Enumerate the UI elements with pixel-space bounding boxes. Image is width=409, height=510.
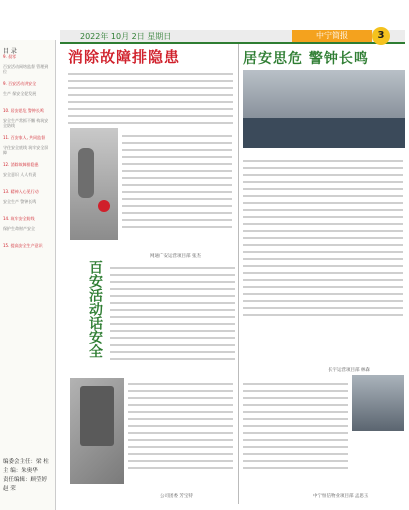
sidebar-item[interactable]: 11. 百安家人, 共同监督 — [3, 135, 46, 140]
article-photo-4 — [352, 375, 404, 431]
sidebar-title: 目 录 — [3, 48, 17, 55]
sidebar-item[interactable]: 安全生产 警钟长鸣 — [3, 199, 37, 204]
issue-date: 2022年 10月 2日 星期日 — [80, 32, 172, 41]
newsletter-brand: 中宁简报 — [292, 30, 372, 42]
page-number: 3 — [372, 27, 390, 45]
article-caption-2: 公司团委 芳宝特 — [160, 494, 193, 499]
sidebar-item[interactable]: 生产 保安全促发展 — [3, 91, 37, 96]
article-title-1: 消除故障排隐患 — [68, 48, 181, 66]
sidebar-item[interactable]: 12. 消除故障排隐患 — [3, 162, 39, 167]
article-caption-1: 网通广安运营项目部 张杰 — [150, 254, 201, 259]
sidebar-item[interactable]: 安全意识 人人有责 — [3, 172, 37, 177]
article-body-4 — [243, 378, 348, 474]
article-body-2b — [128, 378, 233, 474]
sidebar-item[interactable]: 14. 筑牢安全防线 — [3, 216, 35, 221]
sidebar-item[interactable]: 保护生命财产安全 — [3, 226, 35, 231]
sidebar-item[interactable]: 9. 叔零 — [3, 54, 17, 59]
sidebar-item[interactable]: 守住安全底线 筑牢安全屏障 — [3, 145, 49, 155]
sidebar-item[interactable]: 10. 居安思危 警钟长鸣 — [3, 108, 44, 113]
column-divider — [238, 44, 239, 504]
editorial-board — [3, 458, 53, 494]
editor-line-1: 编委会主任：梁 柱 — [3, 459, 49, 465]
page-header — [60, 30, 405, 44]
sidebar-item[interactable]: 9. 百安活动讲安全 — [3, 81, 37, 86]
article-caption-4: 中宁恒信物业项目部 孟思玉 — [313, 494, 369, 499]
sidebar-item[interactable]: 安全生产常抓不懈 构筑安全防线 — [3, 118, 49, 128]
article-title-3: 居安思危 警钟长鸣 — [243, 51, 369, 67]
article-caption-3: 长宇运营项目部 林森 — [328, 368, 370, 373]
article-body-2 — [110, 262, 235, 365]
editor-line-2: 主 编：朱奥华 — [3, 468, 38, 474]
article-body-1b — [122, 130, 232, 233]
editor-line-3: 责任编辑：顾莹婷 — [3, 477, 48, 483]
sidebar — [0, 40, 56, 510]
meeting-photo — [243, 70, 405, 148]
article-photo-1 — [70, 128, 118, 240]
sidebar-item[interactable]: 15. 提高安全生产意识 — [3, 243, 43, 248]
article-body-3 — [243, 155, 403, 321]
article-title-2: 百安活动话安全 — [87, 260, 103, 358]
article-photo-2 — [70, 378, 124, 484]
article-body-1 — [68, 68, 233, 129]
sidebar-item[interactable]: 13. 精神入心见行动 — [3, 189, 39, 194]
sidebar-item[interactable]: 百安活动网络监督 管理到位 — [3, 64, 49, 74]
editor-line-4: 赵 荣 — [3, 486, 16, 492]
